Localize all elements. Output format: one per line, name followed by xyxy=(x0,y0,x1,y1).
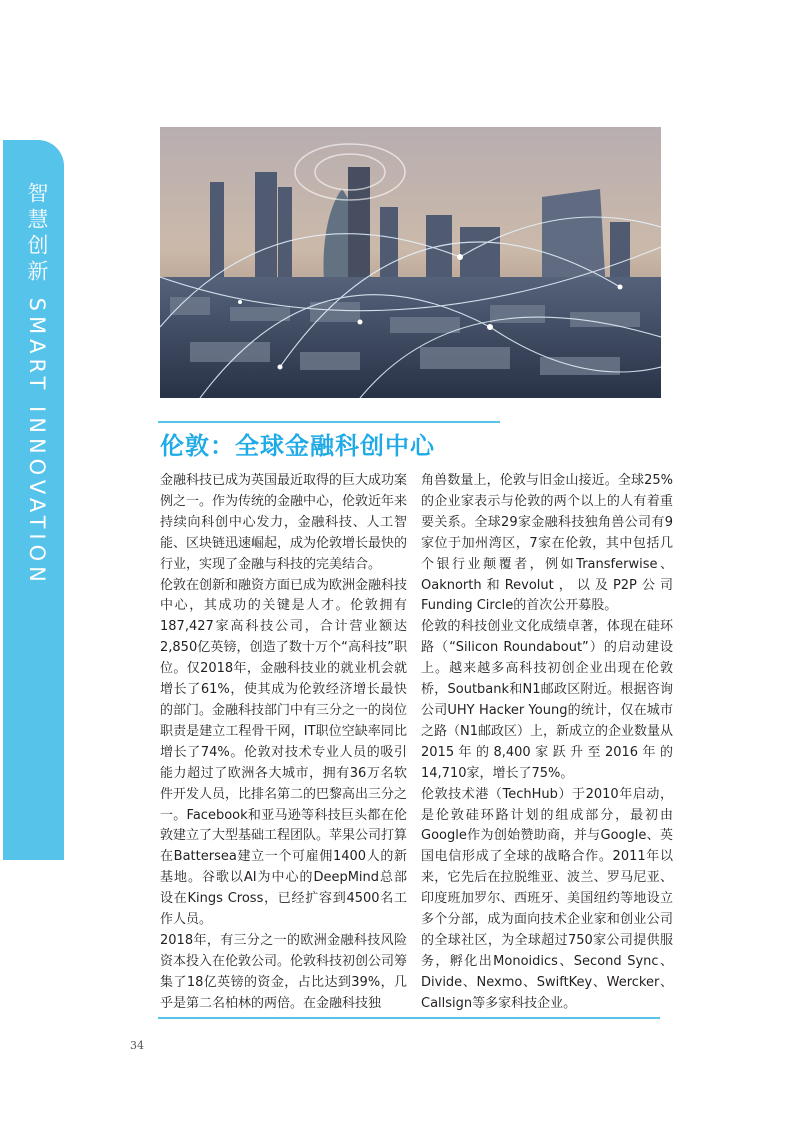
paragraph: 2018年，有三分之一的欧洲金融科技风险资本投入在伦敦公司。伦敦科技初创公司筹集了18亿英镑的资金，占比达到39%，几乎是第二名柏林的两倍。在金融科技独 xyxy=(160,932,408,1011)
article-title: 伦敦：全球金融科创中心 xyxy=(160,432,435,460)
london-skyline-network-photo xyxy=(160,127,661,398)
paragraph: 伦敦在创新和融资方面已成为欧洲金融科技中心，其成功的关键是人才。伦敦拥有187,427家高科技公司，合计营业额达2,850亿英镑，创造了数十万个“高科技”职位。仅2018年，金融科技业的就业机会就增长了61%，使其成为伦敦经济增长最快的部门。金融科技部门中有三分之一的岗位职责是建立工程骨干网，IT职位空缺率同比增长了74%。伦敦对技术专业人员的吸引能力超过了欧洲各大城市，拥有36万名软件开发人员，比排名第二的巴黎高出三分之一。Facebook和亚马逊等科技巨头都在伦敦建立了大型基础工程团队。苹果公司打算在Battersea建立一个可雇佣1400人的新基地。谷歌以AI为中心的DeepMind总部设在Kings Cross，已经扩容到4500名工作人员。 xyxy=(160,577,408,928)
skyline-illustration xyxy=(160,127,661,398)
paragraph: 伦敦技术港（TechHub）于2010年启动，是伦敦硅环路计划的组成部分，最初由Google作为创始赞助商，并与Google、英国电信形成了全球的战略合作。2011年以来，它先后在拉脱维亚、波兰、罗马尼亚、印度班加罗尔、西班牙、美国纽约等地设立多个分部，成为面向技术企业家和创业公司的全球社区，为全球超过750家公司提供服务，孵化出Monoidics、Second Sync、Divide、Nexmo、SwiftKey、Wercker、Callsign等多家科技企业。 xyxy=(421,786,673,1011)
section-label: 智慧创新 SMART INNOVATION xyxy=(25,182,49,587)
title-divider xyxy=(158,421,500,423)
paragraph: 金融科技已成为英国最近取得的巨大成功案例之一。作为传统的金融中心，伦敦近年来持续向科创中心发力，金融科技、人工智能、区块链迅速崛起，成为伦敦增长最快的行业，实现了金融与科技的完美结合。 xyxy=(160,473,408,572)
left-column xyxy=(160,471,407,1015)
paragraph: 角兽数量上，伦敦与旧金山接近。全球25%的企业家表示与伦敦的两个以上的人有着重要关系。全球29家金融科技独角兽公司有9家位于加州湾区，7家在伦敦，其中包括几个银行业颠覆者，例如Transferwise、Oaknorth和Revolut，以及P2P公司Funding Circle的首次公开募股。 xyxy=(421,473,673,614)
page-number: 34 xyxy=(130,1039,144,1052)
bottom-divider xyxy=(158,1017,660,1019)
right-column xyxy=(421,471,673,1015)
paragraph: 伦敦的科技创业文化成绩卓著，体现在硅环路（“Silicon Roundabout”）的启动建设上。越来越多高科技初创企业出现在伦敦桥，Soutbank和N1邮政区附近。根据咨询公司UHY Hacker Young的统计，仅在城市之路（N1邮政区）上，新成立的企业数量从2015年的8,400家跃升至2016年的14,710家，增长了75%。 xyxy=(421,619,673,781)
